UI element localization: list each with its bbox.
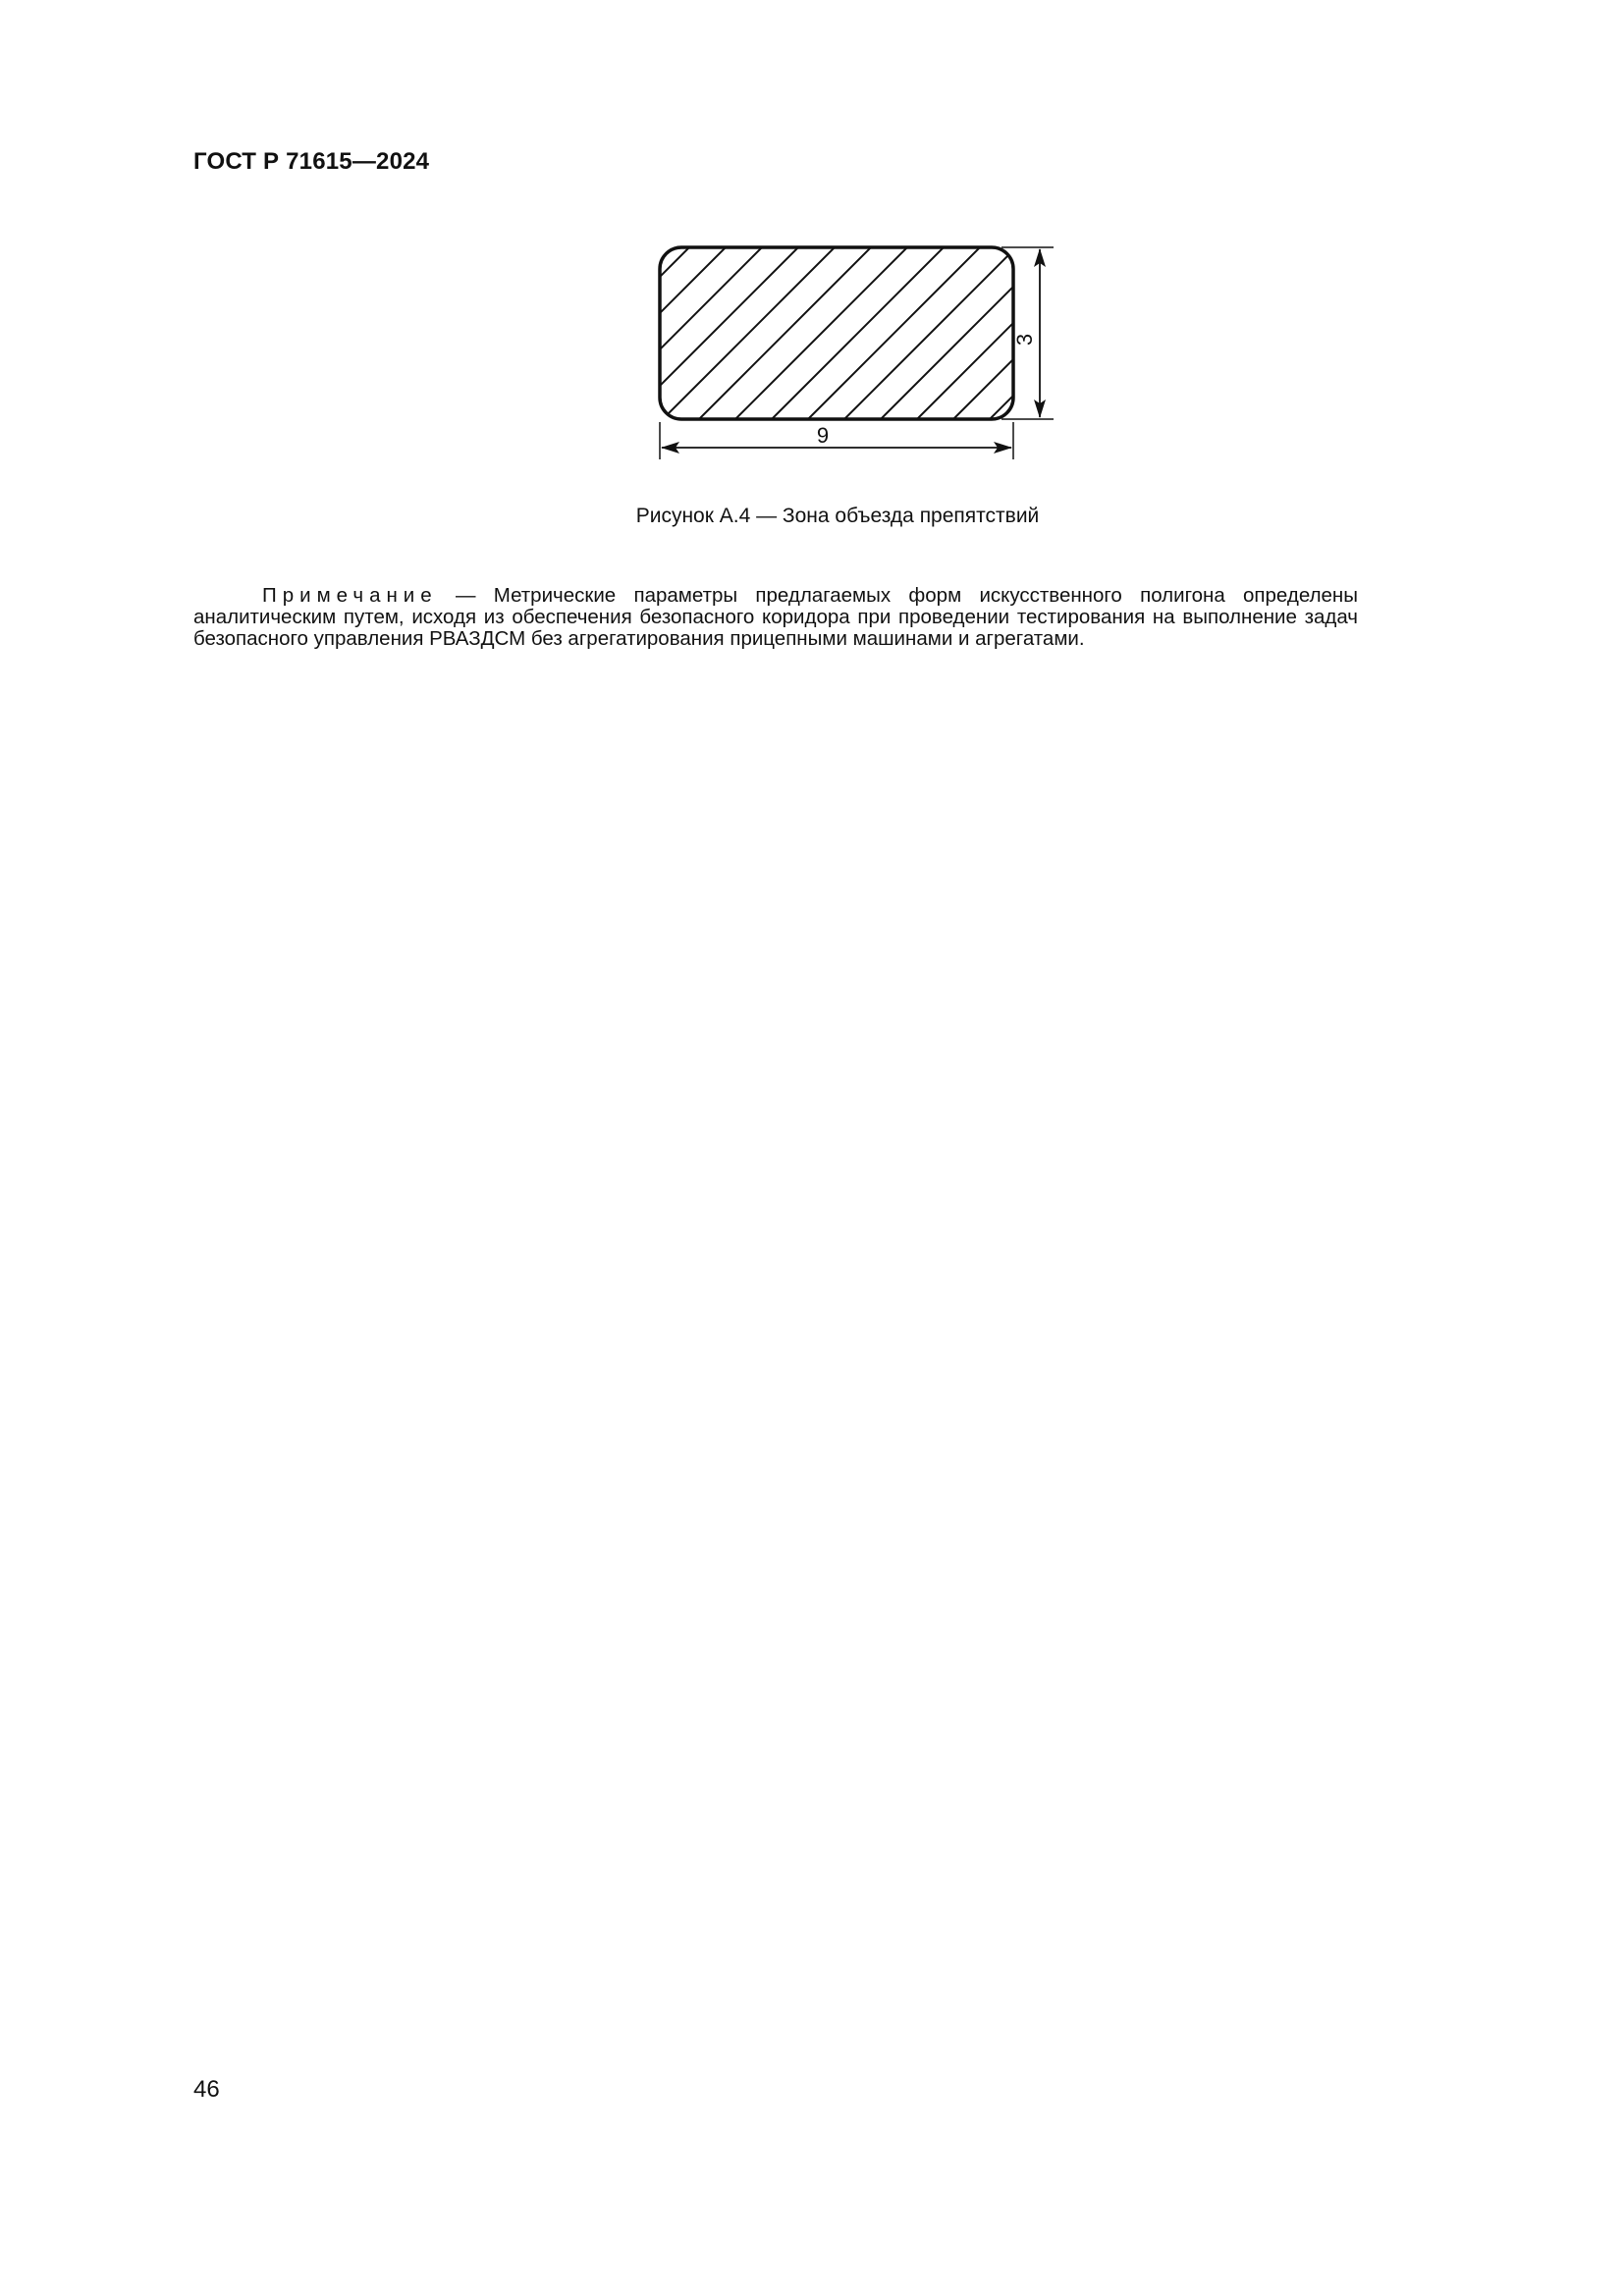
- obstacle-zone-drawing: [638, 226, 1080, 481]
- note-dash: —: [437, 584, 494, 607]
- figure-caption: [0, 505, 1624, 528]
- note-text: Метрические параметры предлагаемых форм искусственного полигона определены аналитическим путем, исходя из обеспечения безопасного коридора при проведении тестирования на выполнение задач безопасного управления РВАЗДСМ без агрегатирования прицепными машинами и агрегатами.: [193, 584, 1358, 650]
- width-dimension: [661, 442, 1012, 454]
- figure-obstacle-avoidance-zone: [638, 226, 1080, 481]
- figure-caption-text: Рисунок А.4 — Зона объезда препятствий: [635, 505, 1040, 527]
- page-number: 46: [193, 2076, 220, 2103]
- document-header: ГОСТ Р 71615—2024: [193, 148, 430, 175]
- width-label: 9: [816, 423, 830, 448]
- note-label: Примечание: [262, 584, 438, 607]
- height-label: 3: [1012, 333, 1037, 347]
- note-paragraph: [193, 585, 1358, 650]
